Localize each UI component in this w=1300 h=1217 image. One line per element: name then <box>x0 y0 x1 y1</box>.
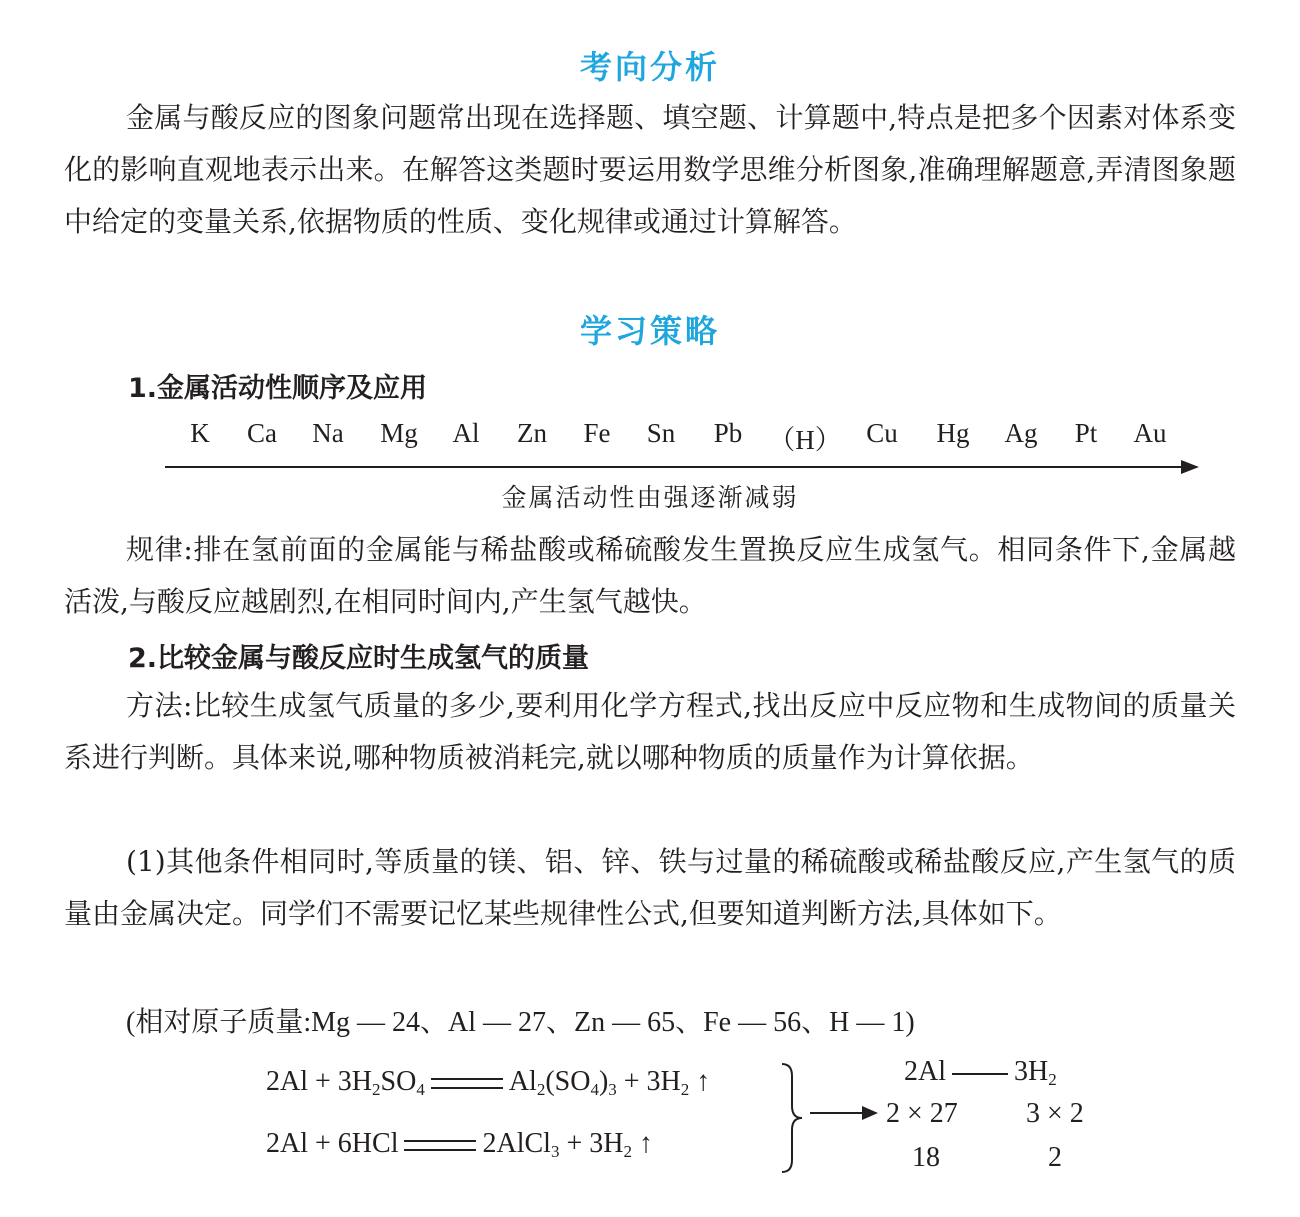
ratio-row-3-right: 2 <box>1048 1142 1062 1173</box>
equation-al-sulfuric: $2Al + 3H_2SO_4$ $Al_2(SO_4)_3 + 3H_2$ ↑ <box>266 1066 711 1099</box>
metal-symbol: Ag <box>1004 418 1038 448</box>
heading-hydrogen-mass: 2.比较金属与酸反应时生成氢气的质量 <box>128 643 590 674</box>
section-title-strategy: 学习策略 <box>579 312 720 350</box>
ratio-row-2-right: 3 × 2 <box>1026 1098 1084 1129</box>
equation-al-hydrochloric: 2Al + 6HCl 2AlCl$_3$ + $3H_2$ ↑ <box>266 1128 653 1161</box>
activity-arrow-caption: 金属活动性由强逐渐减弱 <box>501 483 799 512</box>
metal-symbol: Hg <box>936 418 970 448</box>
rule-paragraph: 规律:排在氢前面的金属能与稀盐酸或稀硫酸发生置换反应生成氢气。相同条件下,金属越活泼,与酸反应越剧烈,在相同时间内,产生氢气越快。 <box>64 533 1236 618</box>
atomic-masses: (相对原子质量:Mg — 24、Al — 27、Zn — 65、Fe — 56、H — 1) <box>126 1007 915 1038</box>
metal-symbol: Na <box>312 418 344 448</box>
heading-activity-series: 1.金属活动性顺序及应用 <box>128 373 428 404</box>
right-brace-icon <box>778 1062 808 1174</box>
ratio-row-1: 2Al $3H_2$ <box>904 1056 1057 1089</box>
section-title-analysis: 考向分析 <box>579 48 720 86</box>
metal-symbol: Fe <box>583 418 611 448</box>
arrow-right-icon <box>862 1106 878 1120</box>
activity-arrow-line <box>165 466 1183 468</box>
metal-symbol: （H） <box>768 425 842 455</box>
ratio-dash <box>952 1073 1008 1075</box>
metal-symbol: Au <box>1133 418 1167 448</box>
metal-symbol: Cu <box>866 418 898 448</box>
method-paragraph: 方法:比较生成氢气质量的多少,要利用化学方程式,找出反应中反应物和生成物间的质量关系进行判断。具体来说,哪种物质被消耗完,就以哪种物质的质量作为计算依据。 <box>64 689 1236 774</box>
metal-symbol: Zn <box>517 418 547 448</box>
arrow-right-icon <box>1181 460 1199 474</box>
ratio-row-2-left: 2 × 27 <box>886 1098 958 1129</box>
metal-symbol: Pt <box>1074 418 1098 448</box>
analysis-paragraph: 金属与酸反应的图象问题常出现在选择题、填空题、计算题中,特点是把多个因素对体系变化的影响直观地表示出来。在解答这类题时要运用数学思维分析图象,准确理解题意,弄清图象题中给定的变量关系,依据物质的性质、变化规律或通过计算解答。 <box>64 101 1236 238</box>
metal-symbol: Pb <box>713 418 743 448</box>
equals-sign <box>404 1140 476 1151</box>
mapping-arrow-line <box>810 1112 864 1114</box>
metal-symbol: Sn <box>646 418 676 448</box>
ratio-row-3-left: 18 <box>912 1142 940 1173</box>
metal-symbol: K <box>190 418 210 448</box>
metal-symbol: Ca <box>247 418 277 448</box>
metal-symbol: Al <box>452 418 480 448</box>
equals-sign <box>431 1078 503 1089</box>
case1-paragraph: (1)其他条件相同时,等质量的镁、铝、锌、铁与过量的稀硫酸或稀盐酸反应,产生氢气的质量由金属决定。同学们不需要记忆某些规律性公式,但要知道判断方法,具体如下。 <box>64 845 1236 930</box>
metal-symbol: Mg <box>380 418 418 448</box>
